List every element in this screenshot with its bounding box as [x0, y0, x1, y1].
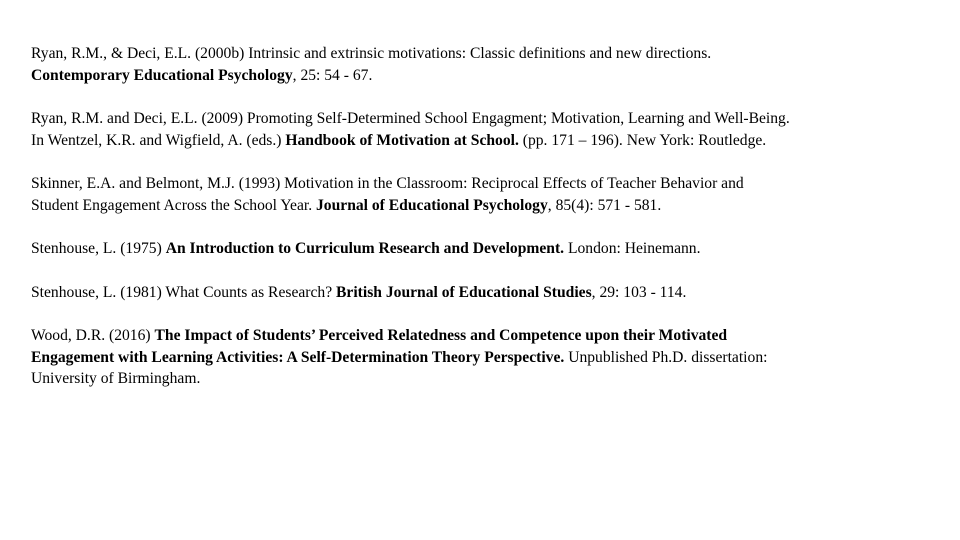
reference-text: Stenhouse, L. (1981) What Counts as Research?	[31, 283, 337, 301]
reference-title: Engagement with Learning Activities: A Self-Determination Theory Perspective.	[31, 348, 565, 366]
reference-text: Ryan, R.M., & Deci, E.L. (2000b) Intrinsic and extrinsic motivations: Classic definitions and new directions.	[31, 45, 712, 62]
reference-entry	[31, 325, 941, 390]
reference-text: Skinner, E.A. and Belmont, M.J. (1993) Motivation in the Classroom: Reciprocal Effects of Teacher Behavior and	[31, 175, 744, 192]
reference-list	[31, 43, 941, 412]
reference-text: In Wentzel, K.R. and Wigfield, A. (eds.)	[31, 131, 286, 149]
reference-title: Contemporary Educational Psychology	[31, 66, 293, 84]
reference-entry	[31, 238, 941, 260]
reference-entry	[31, 43, 941, 86]
reference-text: Wood, D.R. (2016)	[31, 327, 155, 344]
reference-title: Journal of Educational Psychology	[316, 196, 548, 214]
reference-title: The Impact of Students’ Perceived Relatedness and Competence upon their Motivated	[154, 327, 728, 344]
reference-entry	[31, 173, 941, 216]
reference-text: , 29: 103 - 114.	[591, 283, 687, 301]
reference-text: Ryan, R.M. and Deci, E.L. (2009) Promoting Self-Determined School Engagment; Motivation, Learning and Well-Being.	[31, 110, 790, 127]
reference-text: Student Engagement Across the School Year.	[31, 196, 316, 214]
reference-title: An Introduction to Curriculum Research and Development.	[165, 240, 565, 257]
reference-text: University of Birmingham.	[31, 370, 201, 387]
reference-text: , 25: 54 - 67.	[292, 66, 373, 84]
reference-text: (pp. 171 – 196). New York: Routledge.	[518, 131, 767, 149]
reference-text: , 85(4): 571 - 581.	[547, 196, 662, 214]
reference-entry	[31, 108, 941, 151]
reference-text: London: Heinemann.	[564, 240, 701, 257]
reference-title: British Journal of Educational Studies	[336, 283, 592, 301]
reference-title: Handbook of Motivation at School.	[285, 131, 519, 149]
reference-entry	[31, 282, 941, 304]
reference-text: Unpublished Ph.D. dissertation:	[564, 348, 768, 366]
reference-text: Stenhouse, L. (1975)	[31, 240, 166, 257]
